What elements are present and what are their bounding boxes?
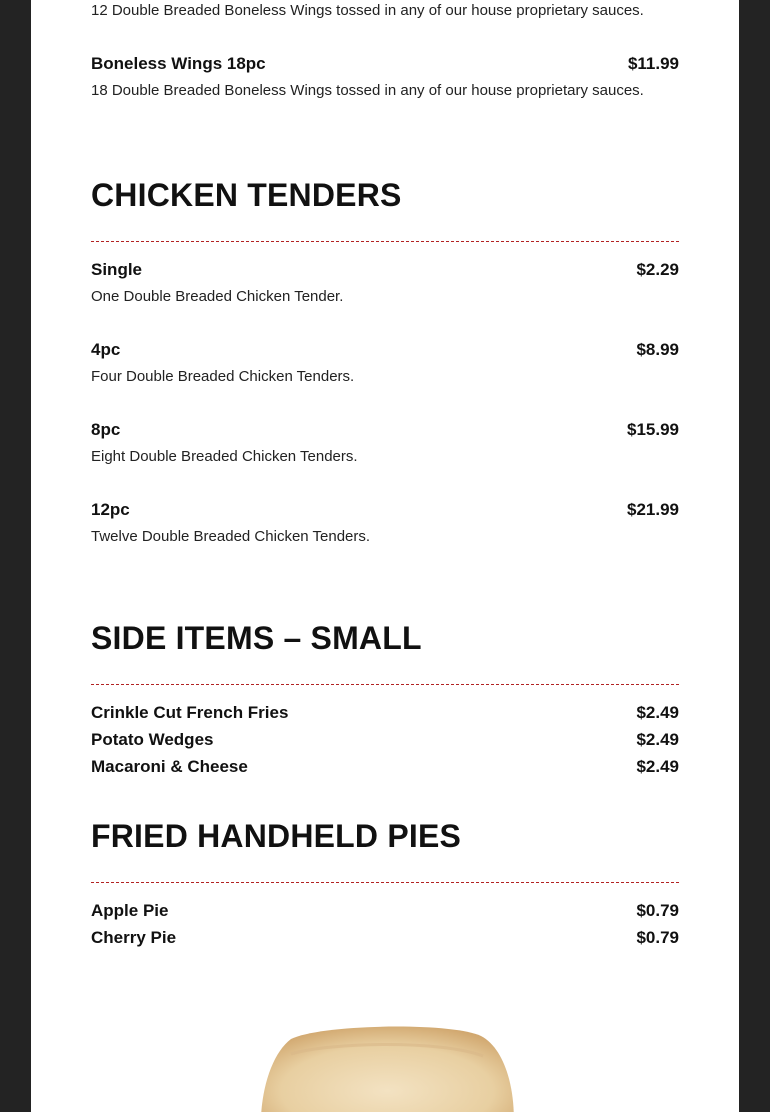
biscuit-sandwich-image <box>221 1024 551 1112</box>
item-name: Cherry Pie <box>91 928 177 947</box>
menu-item-wings-12 <box>91 0 679 52</box>
item-name: Potato Wedges <box>91 730 214 749</box>
item-price: $2.29 <box>636 260 679 279</box>
menu-item-fries <box>91 701 679 728</box>
menu-item-mac-cheese <box>91 755 679 782</box>
item-description: Twelve Double Breaded Chicken Tenders. <box>91 528 371 545</box>
section-title-side-items: SIDE ITEMS – SMALL <box>91 620 422 656</box>
item-price: $21.99 <box>627 500 679 519</box>
menu-item-cherry-pie <box>91 926 679 953</box>
section-title-fried-pies: FRIED HANDHELD PIES <box>91 818 462 854</box>
item-name: Crinkle Cut French Fries <box>91 703 289 722</box>
menu-item-tender-8pc <box>91 418 679 498</box>
item-price: $15.99 <box>627 420 679 439</box>
item-name: Single <box>91 260 143 279</box>
item-price: $0.79 <box>636 901 679 920</box>
item-description: 12 Double Breaded Boneless Wings tossed in any of our house proprietary sauces. <box>91 2 644 19</box>
item-price: $0.79 <box>636 928 679 947</box>
item-price: $2.49 <box>636 703 679 722</box>
menu-item-tender-4pc <box>91 338 679 418</box>
menu-item-tender-single <box>91 258 679 338</box>
item-price: $8.99 <box>636 340 679 359</box>
menu-item-tender-12pc <box>91 498 679 578</box>
item-name: Macaroni & Cheese <box>91 757 248 776</box>
item-name: Boneless Wings 18pc <box>91 54 266 73</box>
menu-item-wings-18 <box>91 52 679 132</box>
item-name: 12pc <box>91 500 130 519</box>
item-name: 8pc <box>91 420 121 439</box>
section-title-chicken-tenders: CHICKEN TENDERS <box>91 177 402 213</box>
item-description: Four Double Breaded Chicken Tenders. <box>91 368 355 385</box>
item-description: One Double Breaded Chicken Tender. <box>91 288 344 305</box>
item-description: Eight Double Breaded Chicken Tenders. <box>91 448 358 465</box>
menu-item-apple-pie <box>91 899 679 926</box>
item-price: $2.49 <box>636 730 679 749</box>
menu-item-wedges <box>91 728 679 755</box>
menu-content <box>91 0 679 953</box>
item-price: $11.99 <box>627 54 679 73</box>
item-price: $2.49 <box>636 757 679 776</box>
menu-page <box>31 0 739 1112</box>
item-name: 4pc <box>91 340 121 359</box>
item-description: 18 Double Breaded Boneless Wings tossed in any of our house proprietary sauces. <box>91 82 644 99</box>
item-name: Apple Pie <box>91 901 169 920</box>
